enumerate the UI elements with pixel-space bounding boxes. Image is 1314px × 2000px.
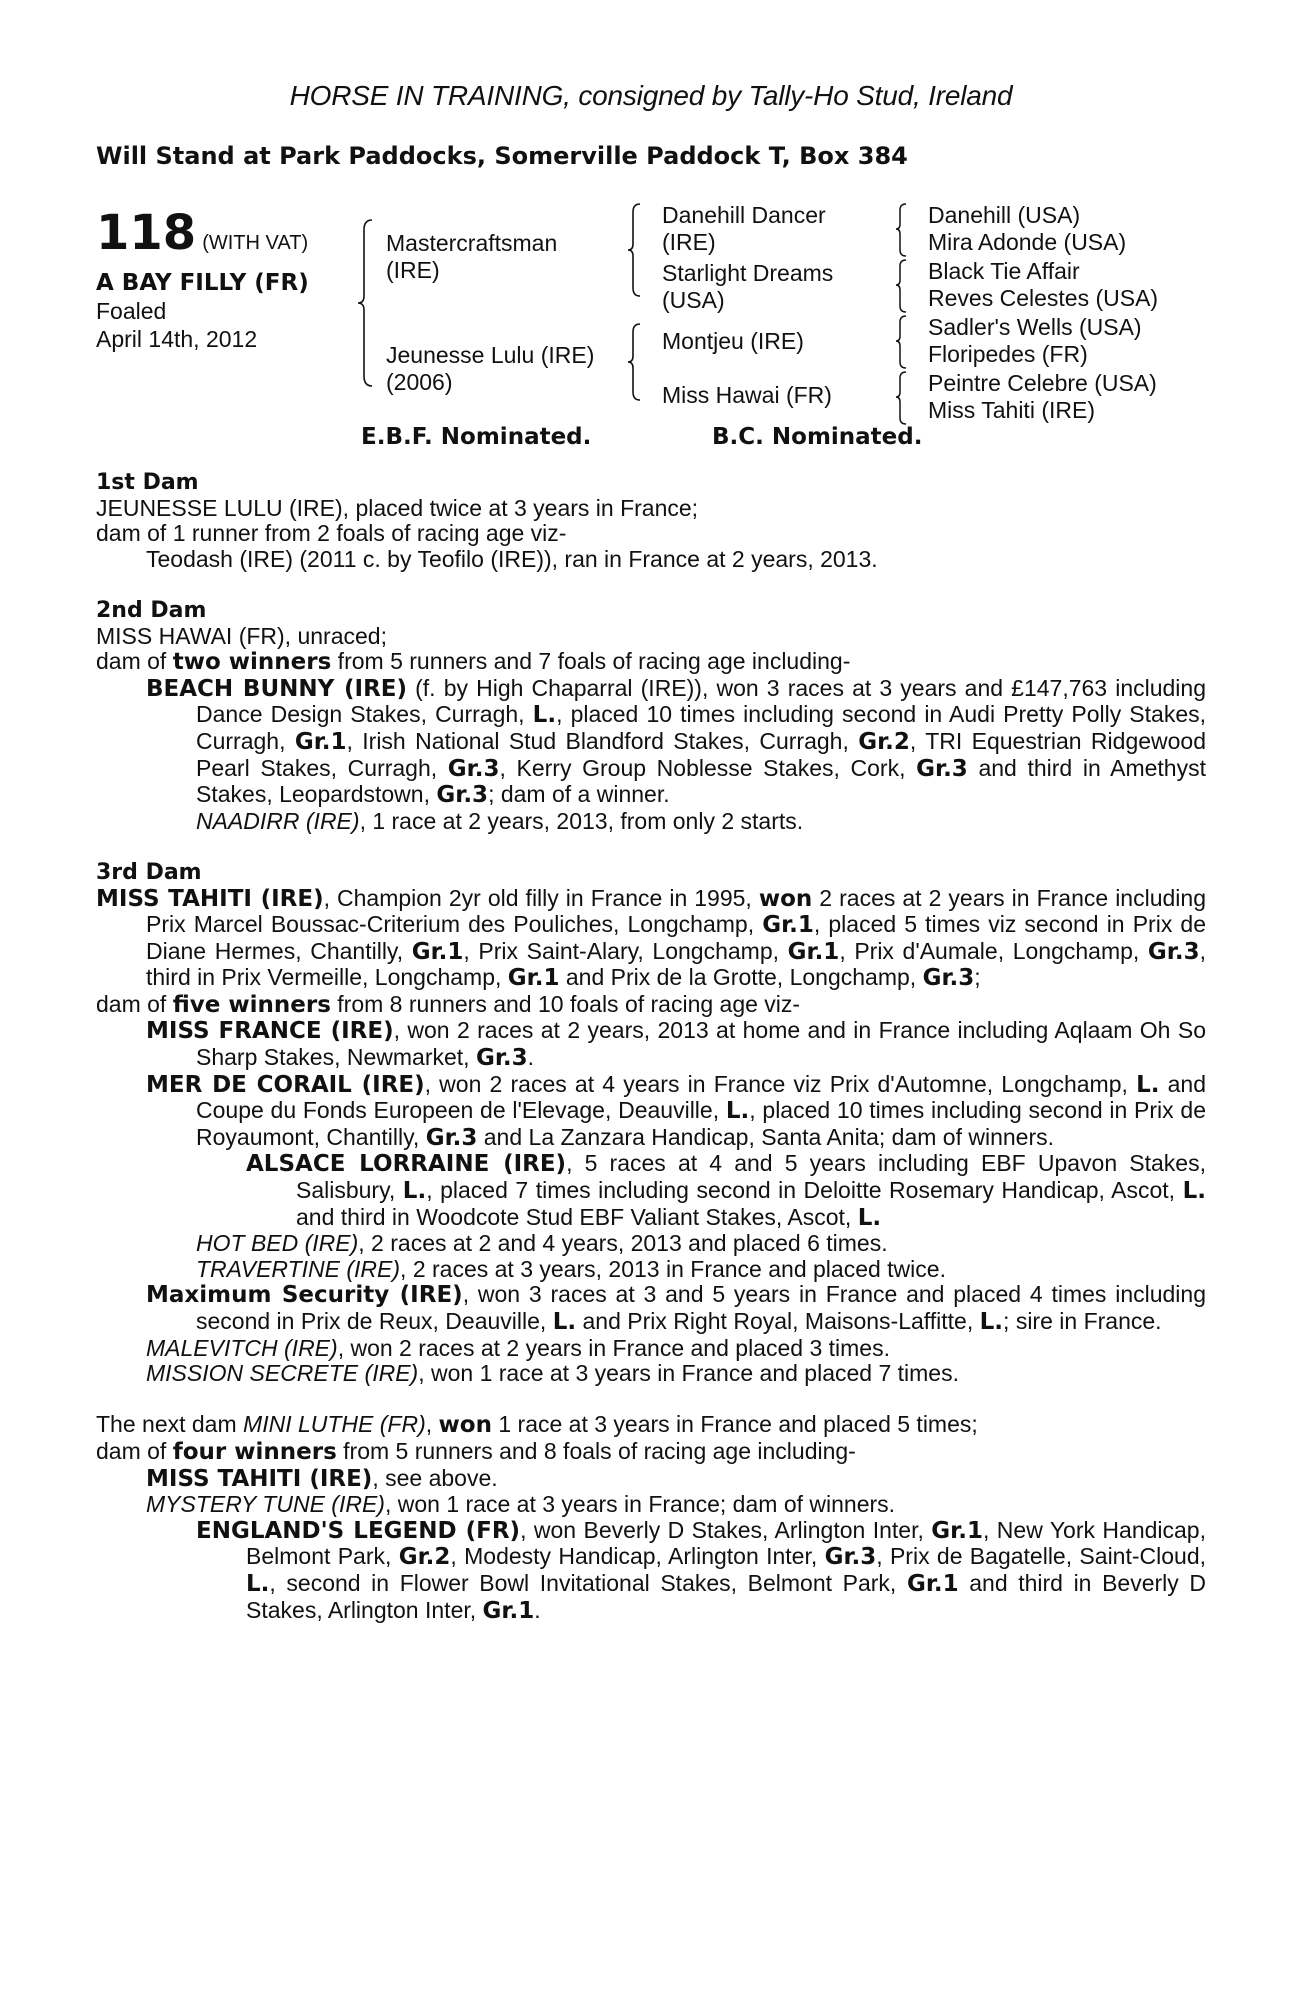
vat-label: (WITH VAT)	[202, 232, 309, 254]
alsace-lorraine-entry: ALSACE LORRAINE (IRE), 5 races at 4 and 5 years including EBF Upavon Stakes, Salisbury, L., placed 7 times including second in Deloitte Rosemary Handicap, Ascot, L. and third in Woodcote Stud EBF Valiant Stakes, Ascot, L.	[246, 1150, 1206, 1231]
travertine-entry: TRAVERTINE (IRE), 2 races at 3 years, 2013 in France and placed twice.	[196, 1255, 946, 1282]
sire	[386, 230, 557, 284]
foaled-label: Foaled	[96, 298, 167, 324]
gen3-5: Sadler's Wells (USA)	[928, 314, 1142, 340]
first-dam-heading: 1st Dam	[96, 470, 199, 495]
sire-line-brace	[626, 202, 644, 298]
dam-sire: Montjeu (IRE)	[662, 328, 804, 354]
sire-sire-name: Danehill Dancer	[662, 202, 826, 228]
sire-sire	[662, 202, 826, 256]
stand-location: Will Stand at Park Paddocks, Somerville Paddock T, Box 384	[96, 142, 908, 170]
gen3-brace-3	[894, 314, 910, 370]
sire-name: Mastercraftsman	[386, 230, 558, 256]
lot-number	[96, 205, 308, 261]
lot-number-value: 118	[96, 205, 197, 261]
pedigree-notes	[96, 470, 1206, 1624]
third-dam-produce: dam of five winners from 8 runners and 10 foals of racing age viz-	[96, 990, 801, 1018]
englands-legend-entry: ENGLAND'S LEGEND (FR), won Beverly D Stakes, Arlington Inter, Gr.1, New York Handicap, Belmont Park, Gr.2, Modesty Handicap, Arlington Inter, Gr.3, Prix de Bagatelle, Saint-Cloud, L., second in Flower Bowl Invitational Stakes, Belmont Park, Gr.1 and third in Beverly D Stakes, Arlington Inter, Gr.1.	[196, 1516, 1206, 1624]
sire-country: (IRE)	[386, 257, 440, 283]
gen3-7: Peintre Celebre (USA)	[928, 370, 1157, 396]
gen3-1: Danehill (USA)	[928, 202, 1081, 228]
second-dam-produce: dam of two winners from 5 runners and 7 foals of racing age including-	[96, 648, 851, 676]
naadirr-entry: NAADIRR (IRE), 1 race at 2 years, 2013, from only 2 starts.	[196, 807, 804, 834]
maximum-security-entry: Maximum Security (IRE), won 3 races at 3 and 5 years in France and placed 4 times including second in Prix de Reux, Deauville, L. and Prix Right Royal, Maisons-Laffitte, L.; sire in France.	[146, 1281, 1207, 1335]
sire-dam	[662, 260, 833, 314]
hot-bed-entry: HOT BED (IRE), 2 races at 2 and 4 years, 2013 and placed 6 times.	[196, 1230, 888, 1257]
ebf-nominated: E.B.F. Nominated.	[361, 424, 592, 450]
gen3-brace-4	[894, 370, 910, 426]
dam-year: (2006)	[386, 369, 453, 395]
sire-dam-brace	[356, 218, 376, 388]
dam-line-brace	[626, 322, 644, 402]
dam-name: Jeunesse Lulu (IRE)	[386, 342, 595, 368]
sire-sire-country: (IRE)	[662, 229, 716, 255]
foaled-date: April 14th, 2012	[96, 326, 258, 352]
gen3-brace-1	[894, 202, 910, 258]
sire-dam-name: Starlight Dreams	[662, 260, 834, 286]
miss-tahiti-entry: MISS TAHITI (IRE), Champion 2yr old filly in France in 1995, won 2 races at 2 years in France including Prix Marcel Boussac-Criterium des Pouliches, Longchamp, Gr.1, placed 5 times viz second in Prix de Diane Hermes, Chantilly, Gr.1, Prix Saint-Alary, Longchamp, Gr.1, Prix d'Aumale, Longchamp, Gr.3, third in Prix Vermeille, Longchamp, Gr.1 and Prix de la Grotte, Longchamp, Gr.3;	[96, 884, 1207, 992]
miss-france-entry: MISS FRANCE (IRE), won 2 races at 2 years, 2013 at home and in France including Aqlaam Oh So Sharp Stakes, Newmarket, Gr.3.	[146, 1017, 1206, 1072]
gen3-3: Black Tie Affair	[928, 258, 1080, 284]
first-dam-line: JEUNESSE LULU (IRE), placed twice at 3 years in France;	[96, 494, 699, 521]
gen3-brace-2	[894, 258, 910, 314]
next-dam-line: The next dam MINI LUTHE (FR), won 1 race at 3 years in France and placed 5 times;	[96, 1411, 978, 1439]
first-dam-produce: dam of 1 runner from 2 foals of racing age viz-	[96, 520, 567, 547]
next-dam-produce: dam of four winners from 5 runners and 8 foals of racing age including-	[96, 1437, 856, 1465]
beach-bunny-entry: BEACH BUNNY (IRE) (f. by High Chaparral (IRE)), won 3 races at 3 years and £147,763 including Dance Design Stakes, Curragh, L., placed 10 times including second in Audi Pretty Polly Stakes, Curragh, Gr.1, Irish National Stud Blandford Stakes, Curragh, Gr.2, TRI Equestrian Ridgewood Pearl Stakes, Curragh, Gr.3, Kerry Group Noblesse Stakes, Cork, Gr.3 and third in Amethyst Stakes, Leopardstown, Gr.3; dam of a winner.	[146, 674, 1207, 809]
bc-nominated: B.C. Nominated.	[712, 424, 923, 450]
second-dam-heading: 2nd Dam	[96, 597, 207, 623]
gen3-2: Mira Adonde (USA)	[928, 229, 1127, 255]
gen3-8: Miss Tahiti (IRE)	[928, 397, 1095, 423]
malevitch-entry: MALEVITCH (IRE), won 2 races at 2 years in France and placed 3 times.	[146, 1334, 890, 1361]
second-dam-line: MISS HAWAI (FR), unraced;	[96, 622, 387, 649]
gen3-6: Floripedes (FR)	[928, 341, 1088, 367]
page-title: HORSE IN TRAINING, consigned by Tally-Ho Stud, Ireland	[289, 80, 1013, 111]
next-dam-miss-tahiti: MISS TAHITI (IRE), see above.	[146, 1464, 498, 1492]
mystery-tune-entry: MYSTERY TUNE (IRE), won 1 race at 3 years in France; dam of winners.	[146, 1491, 896, 1518]
mer-de-corail-entry: MER DE CORAIL (IRE), won 2 races at 4 years in France viz Prix d'Automne, Longchamp, L. and Coupe du Fonds Europeen de l'Elevage, Deauville, L., placed 10 times including second in Prix de Royaumont, Chantilly, Gr.3 and La Zanzara Handicap, Santa Anita; dam of winners.	[146, 1070, 1207, 1151]
mission-secrete-entry: MISSION SECRETE (IRE), won 1 race at 3 years in France and placed 7 times.	[146, 1360, 959, 1387]
horse-description: A BAY FILLY (FR)	[96, 270, 309, 296]
dam	[386, 342, 594, 396]
dam-dam: Miss Hawai (FR)	[662, 382, 832, 408]
first-dam-foal: Teodash (IRE) (2011 c. by Teofilo (IRE)), ran in France at 2 years, 2013.	[146, 545, 878, 572]
third-dam-heading: 3rd Dam	[96, 859, 202, 885]
sire-dam-country: (USA)	[662, 287, 725, 313]
gen3-4: Reves Celestes (USA)	[928, 285, 1159, 311]
